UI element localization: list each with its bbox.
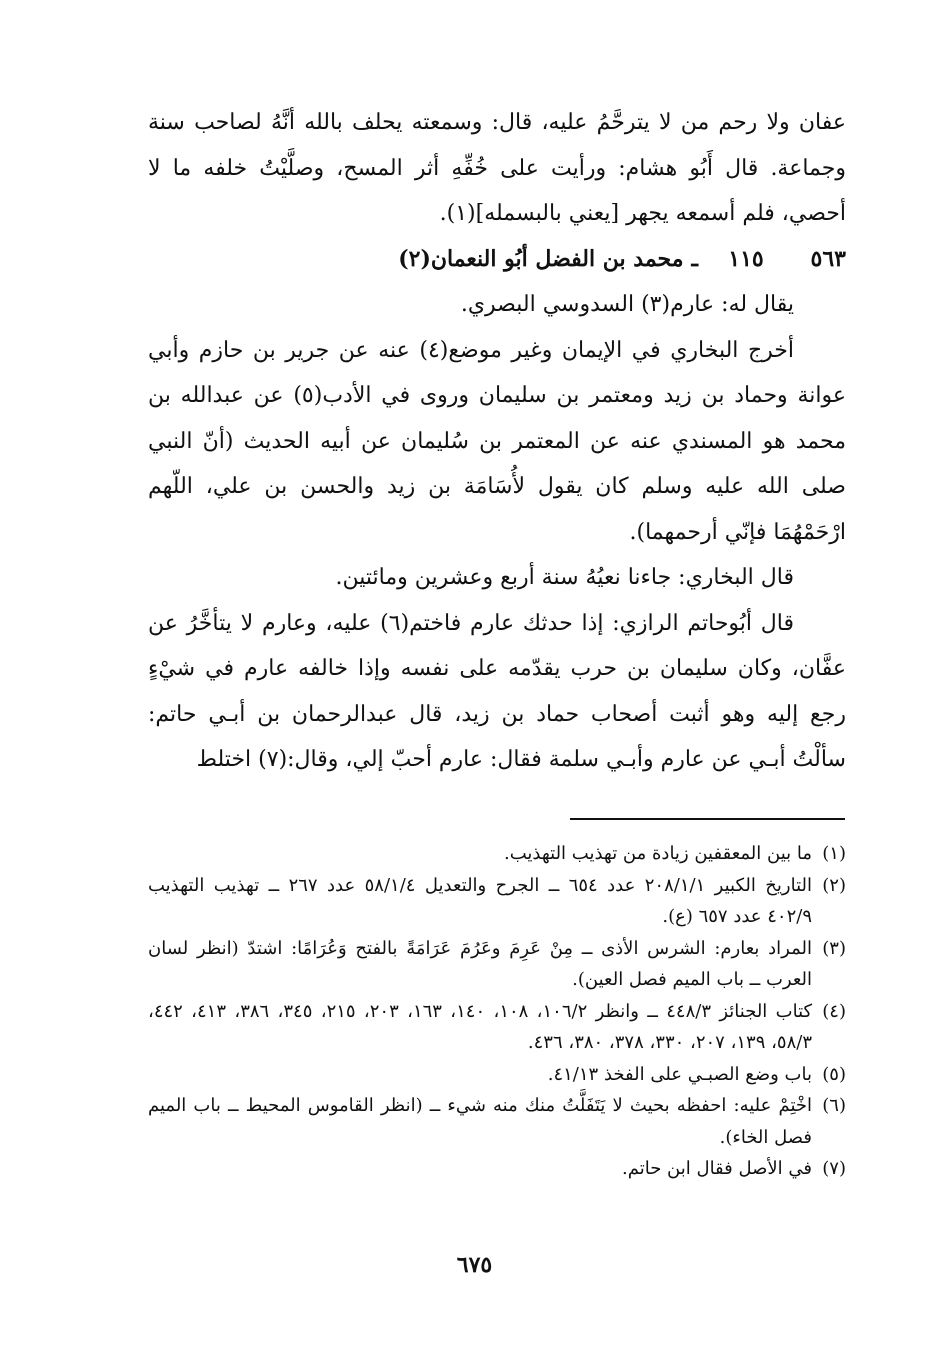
footnote-separator — [570, 818, 845, 820]
footnotes — [148, 838, 846, 1185]
paragraph-4: قال البخاري: جاءنا نعيُهُ سنة أربع وعشرين ومائتين. — [335, 565, 794, 590]
footnote-text: اخْتِمْ عليه: احفظه بحيث لا يَتَفَلَّتُ منك منه شيء ــ (انظر القاموس المحيط ــ باب الميم فصل الخاء). — [148, 1095, 812, 1148]
entry-number: ١١٥ — [728, 245, 764, 272]
footnote-text: المراد بعارم: الشرس الأذى ــ مِنْ عَرِمَ وعَرُمَ عَرَامَةً بالفتح وَعُرَامًا: اشتدّ (انظر لسان العرب ــ باب الميم فصل العين). — [148, 937, 812, 990]
footnote-number: (٢) — [822, 874, 846, 896]
footnote-text: التاريخ الكبير ٢٠٨/١/١ عدد ٦٥٤ ــ الجرح والتعديل ٥٨/١/٤ عدد ٢٦٧ ــ تهذيب التهذيب ٤٠٢/٩ عدد ٦٥٧ (ع). — [148, 874, 813, 927]
footnote-text: ما بين المعقفين زيادة من تهذيب التهذيب. — [503, 843, 812, 864]
paragraph-1: عفان ولا رحم من لا يترحَّمُ عليه، قال: وسمعته يحلف بالله أنَّهُ لصاحب سنة وجماعة. قال أَبُو هشام: ورأيت على خُفِّهِ أثر المسح، وصلَّيْتُ خلفه ما لا أحصي، فلم أسمعه يجهر [يعني بالبسمله](١). — [148, 110, 846, 226]
entry-dash: ـ — [691, 245, 698, 272]
footnote-6 — [148, 1090, 846, 1153]
footnote-number: (٥) — [822, 1063, 846, 1085]
footnote-number: (٧) — [822, 1158, 846, 1179]
page-number: ٦٧٥ — [456, 1252, 493, 1278]
paragraph-5: قال أبُوحاتم الرازي: إذا حدثك عارم فاختم(٦) عليه، وعارم لا يتأخَّرُ عن عفَّان، وكان سليمان بن حرب يقدّمه على نفسه وإذا خالفه عارم في شيْءٍ رجع إليه وهو أثبت أصحاب حماد بن زيد، قال عبدالرحمان بن أبـي حاتم: سألْتُ أبـي عن عارم وأبـي سلمة فقال: عارم أحبّ إلي، وقال:(٧) اختلط — [148, 610, 846, 772]
paragraph-3: أخرج البخاري في الإيمان وغير موضع(٤) عنه عن جرير بن حازم وأبي عوانة وحماد بن زيد ومعتمر بن سليمان وروى في الأدب(٥) عن عبدالله بن محمد هو المسندي عنه عن المعتمر بن سُليمان عن أبيه الحديث (أنّ النبي صلى الله عليه وسلم كان يقول لأُسَامَة بن زيد والحسن بن علي، اللّهم ارْحَمْهُمَا فإنّي أرحمهما). — [148, 337, 846, 545]
footnote-3 — [148, 933, 846, 996]
footnote-7 — [148, 1153, 846, 1185]
footnote-number: (٣) — [822, 937, 846, 959]
entry-sequence-number: ٥٦٣ — [810, 245, 846, 272]
entry-heading — [148, 237, 846, 283]
footnote-number: (٤) — [822, 1000, 846, 1022]
footnote-number: (٦) — [822, 1095, 846, 1116]
footnote-4 — [148, 996, 846, 1059]
footnote-2 — [148, 870, 846, 933]
footnote-text: في الأصل فقال ابن حاتم. — [622, 1158, 812, 1179]
footnote-1 — [148, 838, 846, 870]
footnote-text: باب وضع الصبـي على الفخذ ٤١/١٣. — [547, 1063, 812, 1085]
paragraph-2: يقال له: عارم(٣) السدوسي البصري. — [460, 292, 794, 317]
main-text — [148, 100, 846, 783]
footnote-number: (١) — [822, 843, 846, 864]
entry-name: محمد بن الفضل أبُو النعمان(٢) — [398, 245, 684, 272]
footnote-5 — [148, 1059, 846, 1091]
footnote-text: كتاب الجنائز ٤٤٨/٣ ــ وانظر ١٠٦/٢، ١٠٨، ١٤٠، ١٦٣، ٢٠٣، ٢١٥، ٣٤٥، ٣٨٦، ٤١٣، ٤٤٢، ٥٨/٣، ١٣٩، ٢٠٧، ٣٣٠، ٣٧٨، ٣٨٠، ٤٣٦. — [148, 1000, 813, 1053]
